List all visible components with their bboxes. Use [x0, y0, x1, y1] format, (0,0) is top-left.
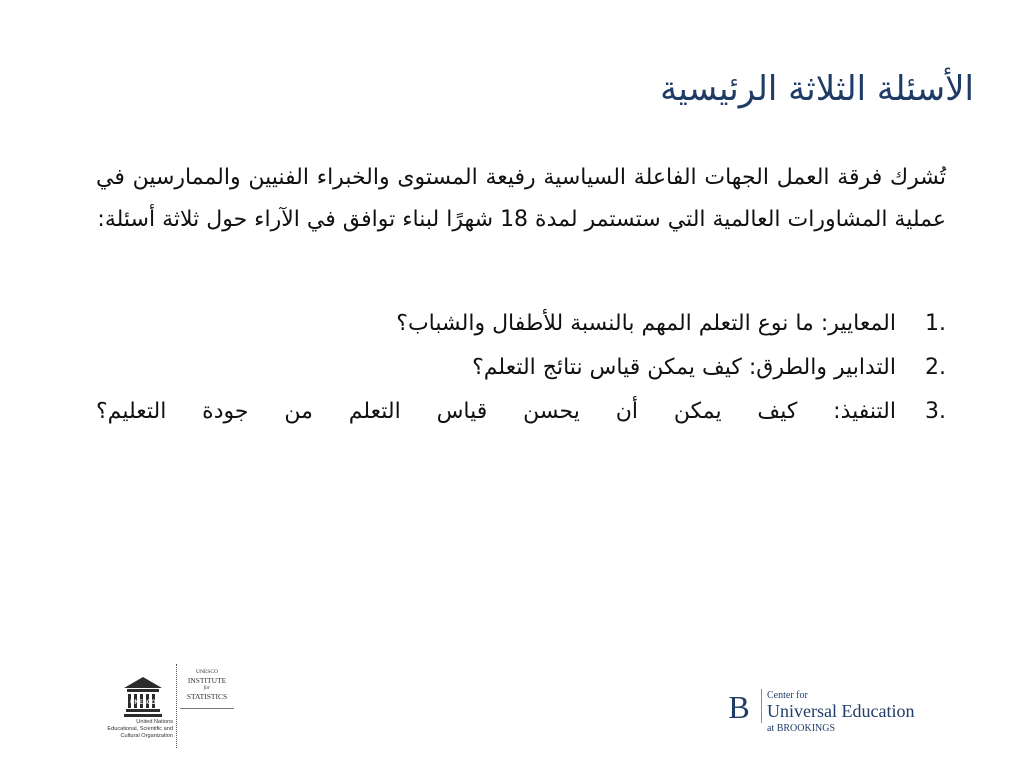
brookings-logo-block [722, 688, 952, 740]
unesco-organization-text: United Nations Educational, Scientific and Cultural Organization [107, 719, 173, 740]
brookings-b-icon: B [728, 689, 750, 725]
unesco-emblem-label: UNESCO [130, 700, 156, 706]
unesco-divider [176, 664, 177, 748]
question-text-1: المعايير: ما نوع التعلم المهم بالنسبة للأطفال والشباب؟ [396, 311, 896, 336]
uis-for-line: for [203, 685, 211, 691]
unesco-logo-block [88, 664, 268, 748]
question-text-2: التدابير والطرق: كيف يمكن قياس نتائج التعلم؟ [472, 355, 896, 380]
center-for-text: Center for [767, 690, 808, 701]
universal-education-text: Universal Education [767, 701, 915, 721]
at-brookings-text: at BROOKINGS [767, 723, 836, 734]
intro-paragraph: تُشرك فرقة العمل الجهات الفاعلة السياسية رفيعة المستوى والخبراء الفنيين والممارسين في عملية المشاورات العالمية التي ستستمر لمدة 18 شهرًا لبناء توافق في الآراء حول ثلاثة أسئلة: [96, 165, 946, 232]
unesco-temple-icon [119, 673, 167, 721]
question-list [96, 304, 946, 436]
question-number-3: 3. [925, 399, 946, 424]
uis-rule [180, 708, 234, 709]
uis-top-line: UNESCO [195, 669, 218, 675]
uis-wordmark [180, 669, 234, 701]
question-item-3 [96, 392, 946, 436]
uis-institute-line: INSTITUTE [187, 676, 227, 685]
question-item-2 [96, 348, 946, 392]
slide-title: الأسئلة الثلاثة الرئيسية [660, 69, 974, 109]
question-item-1 [96, 304, 946, 348]
question-text-3: التنفيذ: كيف يمكن أن يحسن قياس التعلم من جودة التعليم؟ [96, 399, 896, 424]
brookings-divider [761, 689, 762, 723]
uis-statistics-line: STATISTICS [186, 692, 228, 701]
question-number-2: 2. [925, 355, 946, 380]
question-number-1: 1. [925, 311, 946, 336]
